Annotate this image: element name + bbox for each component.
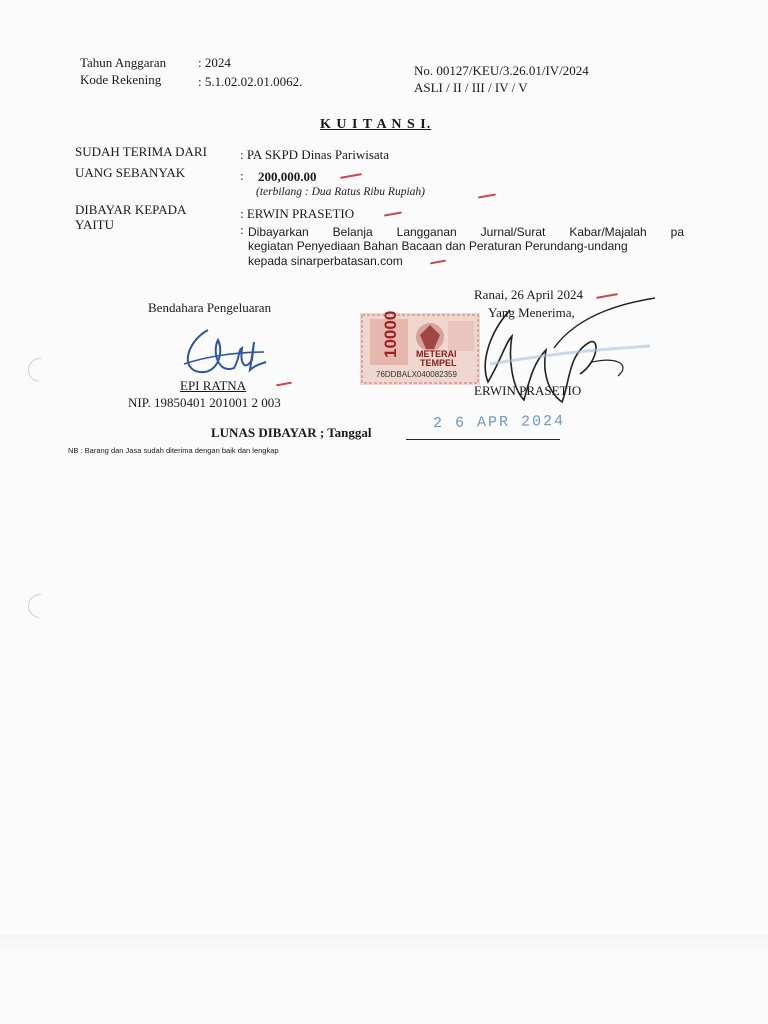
punch-hole	[23, 353, 57, 387]
purpose-line-3: kepada sinarperbatasan.com	[248, 254, 403, 268]
paid-date-line	[406, 439, 560, 440]
amount-in-words: (terbilang : Dua Ratus Ribu Rupiah)	[256, 186, 425, 198]
scan-band	[0, 935, 768, 953]
treasurer-signature	[178, 322, 268, 382]
treasurer-nip: NIP. 19850401 201001 2 003	[128, 395, 281, 410]
meterai-line2: TEMPEL	[420, 358, 457, 368]
uang-sebanyak-label: UANG SEBANYAK	[75, 165, 186, 180]
dibayar-kepada-label: DIBAYAR KEPADA	[75, 202, 187, 217]
document-title: K U I T A N S I.	[320, 117, 432, 132]
treasurer-name: EPI RATNA	[180, 378, 247, 393]
kode-rekening-value: : 5.1.02.02.01.0062.	[198, 74, 303, 89]
checkmark-tick	[478, 193, 496, 198]
punch-hole	[23, 589, 57, 623]
checkmark-tick	[276, 382, 292, 387]
receiver-role: Yang Menerima,	[488, 305, 575, 320]
checkmark-tick	[384, 211, 402, 216]
checkmark-tick	[430, 260, 446, 265]
receiver-name: ERWIN PRASETIO	[474, 383, 582, 398]
purpose-line-1: Dibayarkan Belanja Langganan Jurnal/Surat Kabar/Majalah pa	[248, 225, 684, 239]
place-date: Ranai, 26 April 2024	[474, 287, 584, 302]
amount-value: 200,000.00	[258, 169, 317, 184]
treasurer-role: Bendahara Pengeluaran	[148, 300, 272, 315]
tahun-anggaran-label: Tahun Anggaran	[80, 55, 167, 70]
yaitu-colon: :	[240, 222, 244, 237]
document-number: No. 00127/KEU/3.26.01/IV/2024	[414, 63, 589, 78]
purpose-line-2: kegiatan Penyediaan Bahan Bacaan dan Peraturan Perundang-undang	[248, 239, 628, 253]
dibayar-kepada-value: : ERWIN PRASETIO	[240, 206, 355, 221]
sudah-terima-value: : PA SKPD Dinas Pariwisata	[240, 147, 390, 162]
kode-rekening-label: Kode Rekening	[80, 72, 162, 87]
date-stamp: 2 6 APR 2024	[432, 412, 566, 433]
checkmark-tick	[340, 173, 362, 179]
yaitu-label: YAITU	[75, 217, 114, 232]
meterai-line1: METERAI	[416, 349, 457, 359]
sudah-terima-label: SUDAH TERIMA DARI	[75, 144, 207, 159]
copy-designation: ASLI / II / III / IV / V	[414, 80, 528, 95]
paid-label: LUNAS DIBAYAR ; Tanggal	[211, 425, 372, 440]
meterai-value: 10000	[381, 310, 400, 358]
footnote: NB : Barang dan Jasa sudah diterima dengan baik dan lengkap	[68, 446, 279, 455]
tahun-anggaran-value: : 2024	[198, 55, 231, 70]
meterai-serial: 76DDBALX040082359	[376, 370, 457, 379]
uang-sebanyak-colon: :	[240, 168, 244, 183]
